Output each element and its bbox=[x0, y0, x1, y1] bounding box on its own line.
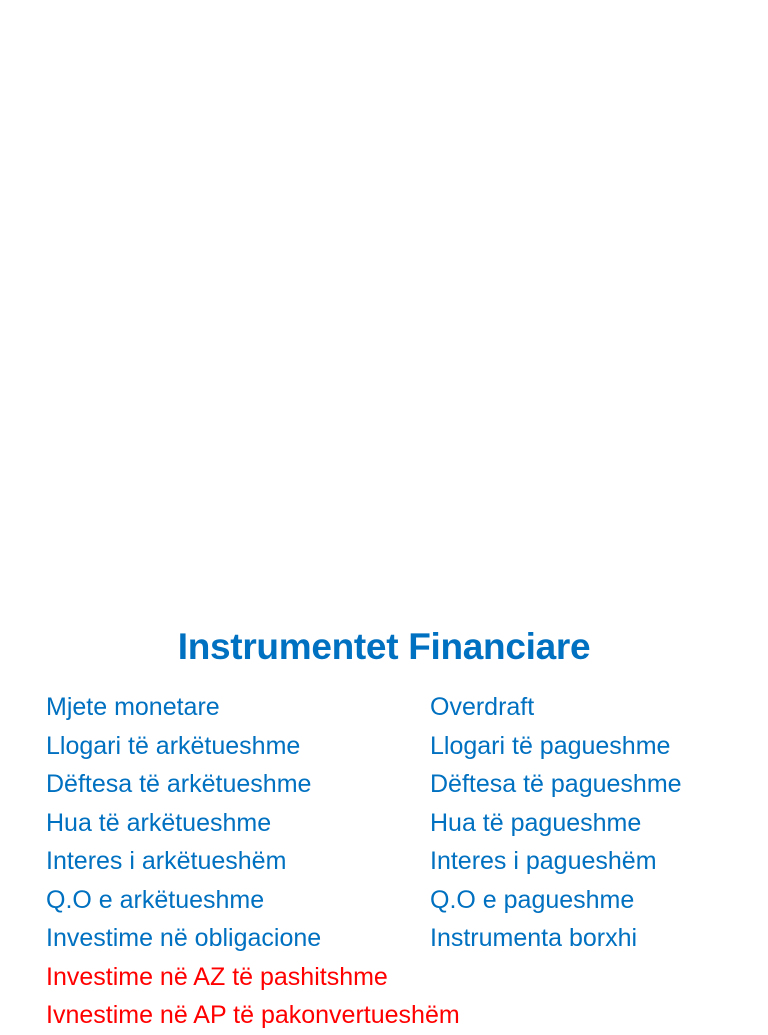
list-item: Overdraft bbox=[430, 693, 535, 721]
list-item-highlighted: Ivnestime në AP të pakonvertueshëm bbox=[46, 1001, 460, 1029]
list-item: Llogari të pagueshme bbox=[430, 731, 671, 760]
list-item: Dëftesa të pagueshme bbox=[430, 770, 682, 798]
list-item: Llogari të arkëtueshme bbox=[46, 731, 301, 760]
list-item: Dëftesa të arkëtueshme bbox=[46, 770, 312, 798]
list-item: Interes i arkëtueshëm bbox=[46, 847, 287, 875]
list-item-highlighted: Investime në AZ të pashitshme bbox=[46, 962, 388, 991]
list-item: Mjete monetare bbox=[46, 693, 220, 721]
list-item: Hua të pagueshme bbox=[430, 808, 642, 837]
list-item: Hua të arkëtueshme bbox=[46, 808, 272, 837]
liabilities-column bbox=[430, 688, 682, 958]
slide-title: Instrumentet Financiare bbox=[177, 626, 591, 667]
list-item: Investime në obligacione bbox=[46, 924, 322, 952]
list-item: Q.O e arkëtueshme bbox=[46, 885, 265, 914]
list-item: Interes i pagueshëm bbox=[430, 847, 657, 875]
assets-column bbox=[46, 688, 460, 1035]
list-item: Instrumenta borxhi bbox=[430, 924, 638, 952]
list-item: Q.O e pagueshme bbox=[430, 885, 635, 914]
